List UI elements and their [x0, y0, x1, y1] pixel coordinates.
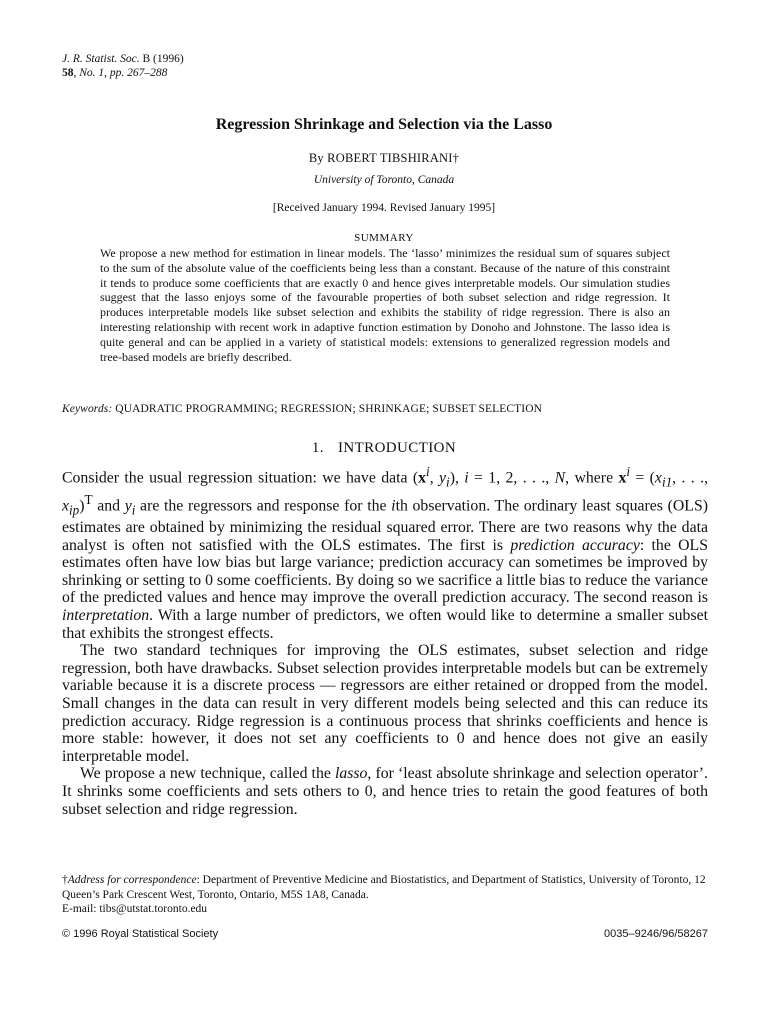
copyright-notice: © 1996 Royal Statistical Society [62, 928, 219, 940]
intro-paragraph-2: The two standard techniques for improving the OLS estimates, subset selection and ridge regression, both have drawbacks. Subset selection provides interpretable models but can be extremely variable because it is a discrete process — regressors are either retained or dropped from the model. Small changes in the data can result in very different models being selected and this can reduce its prediction accuracy. Ridge regression is a continuous process that shrinks coefficients and hence is more stable: however, it does not set any coefficients to 0 and hence does not give an easily interpretable model. [62, 642, 708, 765]
footnote-email: E-mail: tibs@utstat.toronto.edu [62, 903, 208, 915]
section-heading [0, 440, 768, 457]
footnote-dagger: † [62, 874, 68, 886]
keywords-line [62, 403, 702, 415]
journal-name: J. R. Statist. Soc. [62, 53, 140, 65]
journal-series-year: B (1996) [142, 53, 184, 65]
author-byline: By ROBERT TIBSHIRANI† [308, 151, 460, 165]
journal-citation [62, 52, 184, 80]
section-number: 1. [311, 440, 324, 456]
footnote-address: : Department of Preventive Medicine and Biostatistics, and Department of Statistics, University of Toronto, 12 Queen’s Park Crescent West, Toronto, Ontario, M5S 1A8, Canada. [62, 874, 706, 901]
introduction-body [62, 463, 708, 818]
journal-issue-pages: , No. 1, pp. 267–288 [73, 67, 168, 79]
correspondence-footnote [62, 873, 708, 917]
intro-paragraph-1: Consider the usual regression situation: we have data ($x^i$, $y_i$), i = 1, 2, . . ., N, where $x^i = (x_{i1}$, . . ., $x_{ip})^T$ and $y_i$ are the regressors and response for the ith observation. The ordinary least squares (OLS) estimates are obtained by minimizing the residual squared error. There are two reasons why the data analyst is often not satisfied with the OLS estimates. The first is prediction accuracy: the OLS estimates often have low bias but large variance; prediction accuracy can sometimes be improved by shrinking or setting to 0 some coefficients. By doing so we sacrifice a little bias to reduce the variance of the predicted values and hence may improve the overall prediction accuracy. The second reason is interpretation. With a large number of predictors, we often would like to determine a smaller subset that exhibits the strongest effects. [62, 464, 709, 642]
intro-paragraph-3: We propose a new technique, called the lasso, for ‘least absolute shrinkage and selection operator’. It shrinks some coefficients and sets others to 0, and hence tries to retain the good features of both subset selection and ridge regression. [62, 765, 709, 818]
keywords-label: Keywords: [62, 403, 113, 415]
keywords-text: QUADRATIC PROGRAMMING; REGRESSION; SHRINKAGE; SUBSET SELECTION [115, 403, 543, 415]
footnote-label: Address for correspondence [67, 874, 197, 886]
paper-title: Regression Shrinkage and Selection via the Lasso [215, 116, 553, 133]
summary-text: We propose a new method for estimation in linear models. The ‘lasso’ minimizes the residual sum of squares subject to the sum of the absolute value of the coefficients being less than a constant. Because of the nature of this constraint it tends to produce some coefficients that are exactly 0 and hence gives interpretable models. Our simulation studies suggest that the lasso enjoys some of the favourable properties of both subset selection and ridge regression. It produces interpretable models like subset selection and exhibits the stability of ridge regression. There is also an interesting relationship with recent work in adaptive function estimation by Donoho and Johnstone. The lasso idea is quite general and can be applied in a variety of statistical models: extensions to generalized regression models and tree-based models are briefly described. [100, 246, 670, 364]
author-affiliation: University of Toronto, Canada [313, 174, 455, 186]
section-title: INTRODUCTION [337, 440, 457, 456]
summary-heading: SUMMARY [354, 232, 414, 244]
received-dates: [Received January 1994. Revised January 1995] [272, 202, 496, 214]
journal-volume: 58 [62, 67, 74, 79]
issn-code: 0035–9246/96/58267 [604, 928, 708, 940]
